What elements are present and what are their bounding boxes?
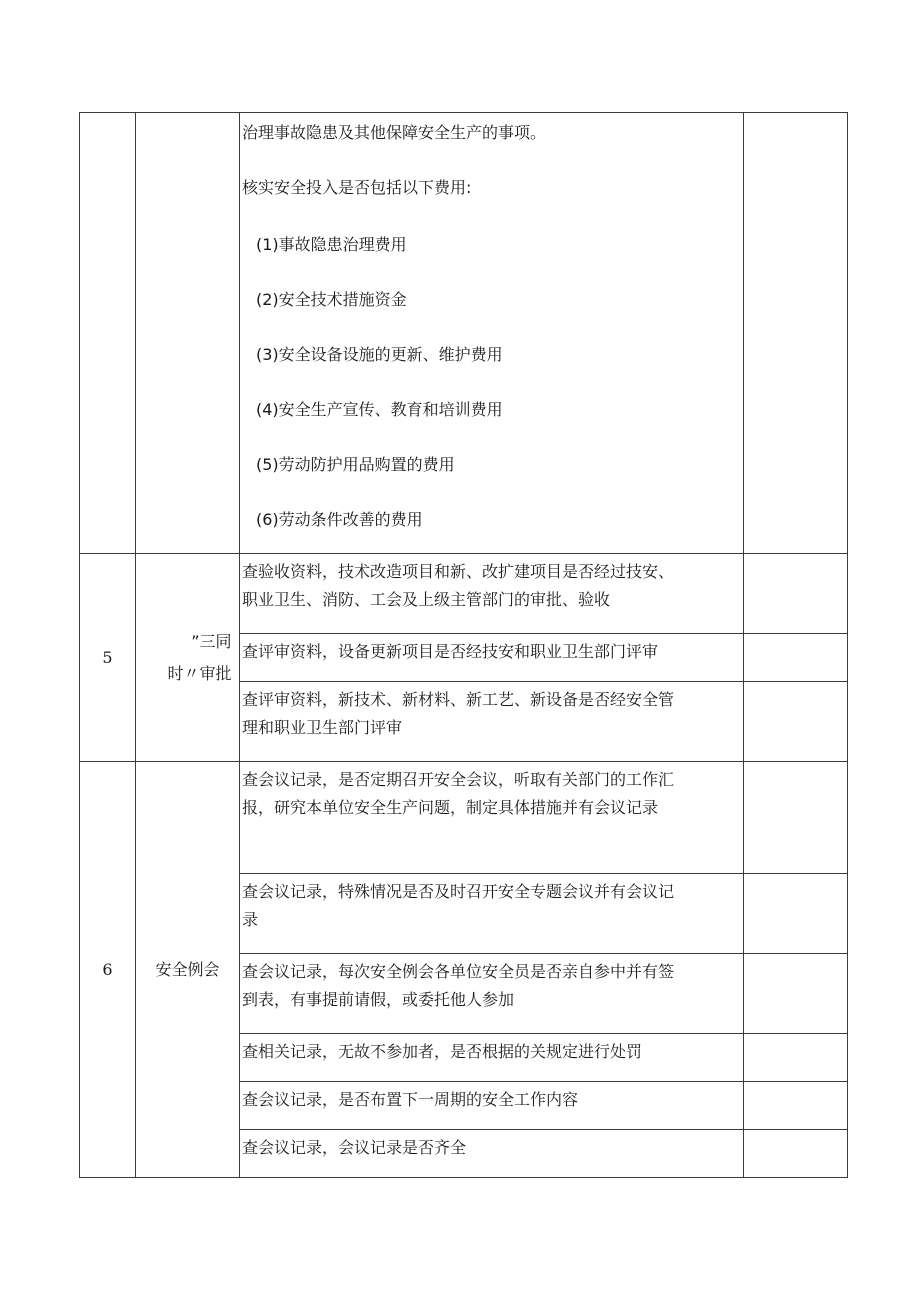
result-cell <box>744 1082 848 1130</box>
content-line: 核实安全投入是否包括以下费用: <box>242 178 472 197</box>
result-cell <box>744 554 848 634</box>
content-line: 查会议记录，每次安全例会各单位安全员是否亲自参中并有签 <box>242 962 675 981</box>
content-line: 查会议记录，会议记录是否齐全 <box>242 1138 467 1157</box>
content-line: 理和职业卫生部门评审 <box>242 718 403 737</box>
check-content-cell <box>240 554 744 634</box>
result-cell <box>744 874 848 954</box>
fee-list-item: (5)劳动防护用品购置的费用 <box>256 455 455 474</box>
check-content-cell <box>240 682 744 762</box>
check-content-cell <box>240 1130 744 1178</box>
check-content-cell <box>240 1082 744 1130</box>
result-cell <box>744 634 848 682</box>
fee-list-item: (2)安全技术措施资金 <box>256 290 407 309</box>
check-item-cell: 安全例会 <box>136 762 240 1178</box>
row-number-cell: 6 <box>80 762 136 1178</box>
content-line: 治理事故隐患及其他保障安全生产的事项。 <box>242 123 547 142</box>
result-cell <box>744 762 848 874</box>
result-cell <box>744 1130 848 1178</box>
check-content-cell <box>240 634 744 682</box>
check-content-cell <box>240 954 744 1034</box>
check-content-cell <box>240 762 744 874</box>
content-line: 查相关记录，无故不参加者，是否根据的关规定进行处罚 <box>242 1042 643 1061</box>
safety-checklist-table <box>79 112 848 1178</box>
content-line: 到表，有事提前请假，或委托他人参加 <box>242 990 515 1009</box>
check-content-cell <box>240 113 744 554</box>
result-cell <box>744 1034 848 1082</box>
check-item-cell <box>136 554 240 762</box>
content-line: 查会议记录，是否定期召开安全会议，听取有关部门的工作汇 <box>242 770 675 789</box>
result-cell <box>744 954 848 1034</box>
result-cell <box>744 113 848 554</box>
fee-list-item: (4)安全生产宣传、教育和培训费用 <box>256 400 503 419</box>
check-item-label: 时〃审批 <box>167 663 232 683</box>
check-content-cell <box>240 1034 744 1082</box>
check-item-label: ”三同 <box>191 631 232 651</box>
fee-list-item: (1)事故隐患治理费用 <box>256 235 407 254</box>
table-row <box>80 762 848 874</box>
content-line: 查评审资料，设备更新项目是否经技安和职业卫生部门评审 <box>242 642 659 661</box>
check-content-cell <box>240 874 744 954</box>
content-line: 查会议记录，是否布置下一周期的安全工作内容 <box>242 1090 579 1109</box>
table-row <box>80 113 848 554</box>
fee-list-item: (3)安全设备设施的更新、维护费用 <box>256 345 503 364</box>
content-line: 查评审资料，新技术、新材料、新工艺、新设备是否经安全管 <box>242 690 675 709</box>
row-number-cell: 5 <box>80 554 136 762</box>
result-cell <box>744 682 848 762</box>
content-line: 职业卫生、消防、工会及上级主管部门的审批、验收 <box>242 590 611 609</box>
content-line: 查验收资料，技术改造项目和新、改扩建项目是否经过技安、 <box>242 562 675 581</box>
content-line: 录 <box>242 910 259 929</box>
fee-list-item: (6)劳动条件改善的费用 <box>256 510 423 529</box>
content-line: 报，研究本单位安全生产问题，制定具体措施并有会议记录 <box>242 798 659 817</box>
row-number-cell <box>80 113 136 554</box>
check-item-cell <box>136 113 240 554</box>
content-line: 查会议记录，特殊情况是否及时召开安全专题会议并有会议记 <box>242 882 675 901</box>
table-row <box>80 554 848 634</box>
